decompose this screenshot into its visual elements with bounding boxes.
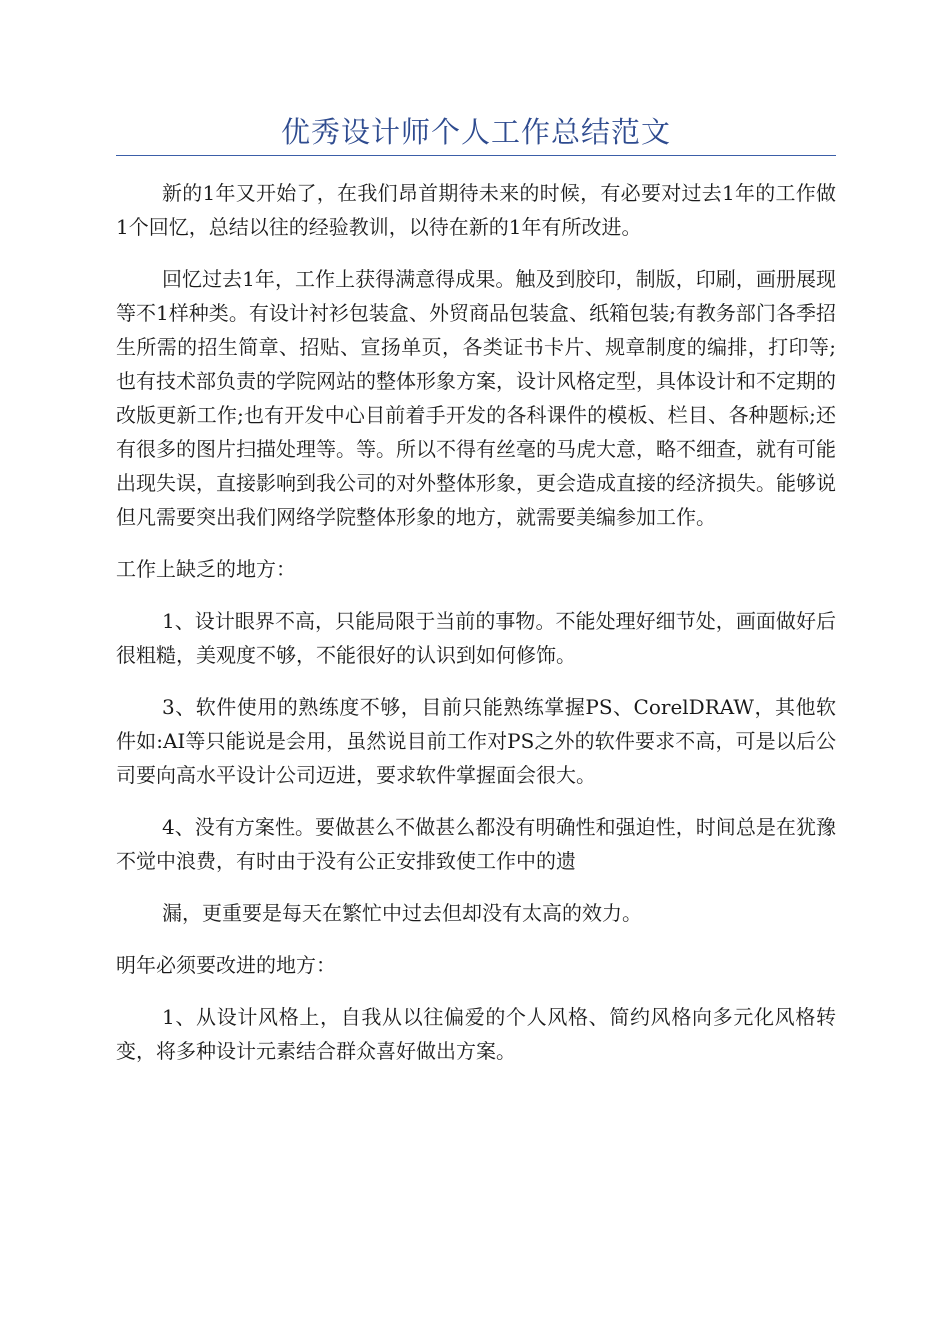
document-page [116,0,836,1086]
title-underline [116,155,836,156]
section-heading-improvements: 明年必须要改进的地方： [116,953,336,977]
paragraph-intro: 新的1年又开始了，在我们昂首期待未来的时候，有必要对过去1年的工作做1个回忆，总结以往的经验教训，以待在新的1年有所改进。 [116,181,836,239]
list-item-improvement-1: 1、从设计风格上，自我从以往偏爱的个人风格、简约风格向多元化风格转变，将多种设计元素结合群众喜好做出方案。 [116,1005,836,1063]
paragraph-continuation: 漏，更重要是每天在繁忙中过去但却没有太高的效力。 [162,901,642,925]
list-item-shortcoming-3: 3、软件使用的熟练度不够，目前只能熟练掌握PS、CorelDRAW，其他软件如:AI等只能说是会用，虽然说目前工作对PS之外的软件要求不高，可是以后公司要向高水平设计公司迈进，要求软件掌握面会很大。 [116,695,836,787]
section-heading-shortcomings: 工作上缺乏的地方： [116,557,296,581]
list-item-shortcoming-4: 4、没有方案性。要做甚么不做甚么都没有明确性和强迫性，时间总是在犹豫不觉中浪费，有时由于没有公正安排致使工作中的遗 [116,815,836,873]
list-item-shortcoming-1: 1、设计眼界不高，只能局限于当前的事物。不能处理好细节处，画面做好后很粗糙，美观度不够，不能很好的认识到如何修饰。 [116,609,836,667]
document-body [116,176,836,1068]
paragraph-review: 回忆过去1年，工作上获得满意得成果。触及到胶印，制版，印刷，画册展现等不1样种类。有设计衬衫包装盒、外贸商品包装盒、纸箱包装;有教务部门各季招生所需的招生简章、招贴、宣扬单页，各类证书卡片、规章制度的编排，打印等;也有技术部负责的学院网站的整体形象方案，设计风格定型，具体设计和不定期的改版更新工作;也有开发中心目前着手开发的各科课件的模板、栏目、各种题标;还有很多的图片扫描处理等。等。所以不得有丝毫的马虎大意，略不细查，就有可能出现失误，直接影响到我公司的对外整体形象，更会造成直接的经济损失。能够说但凡需要突出我们网络学院整体形象的地方，就需要美编参加工作。 [116,267,836,529]
document-title: 优秀设计师个人工作总结范文 [280,115,671,149]
